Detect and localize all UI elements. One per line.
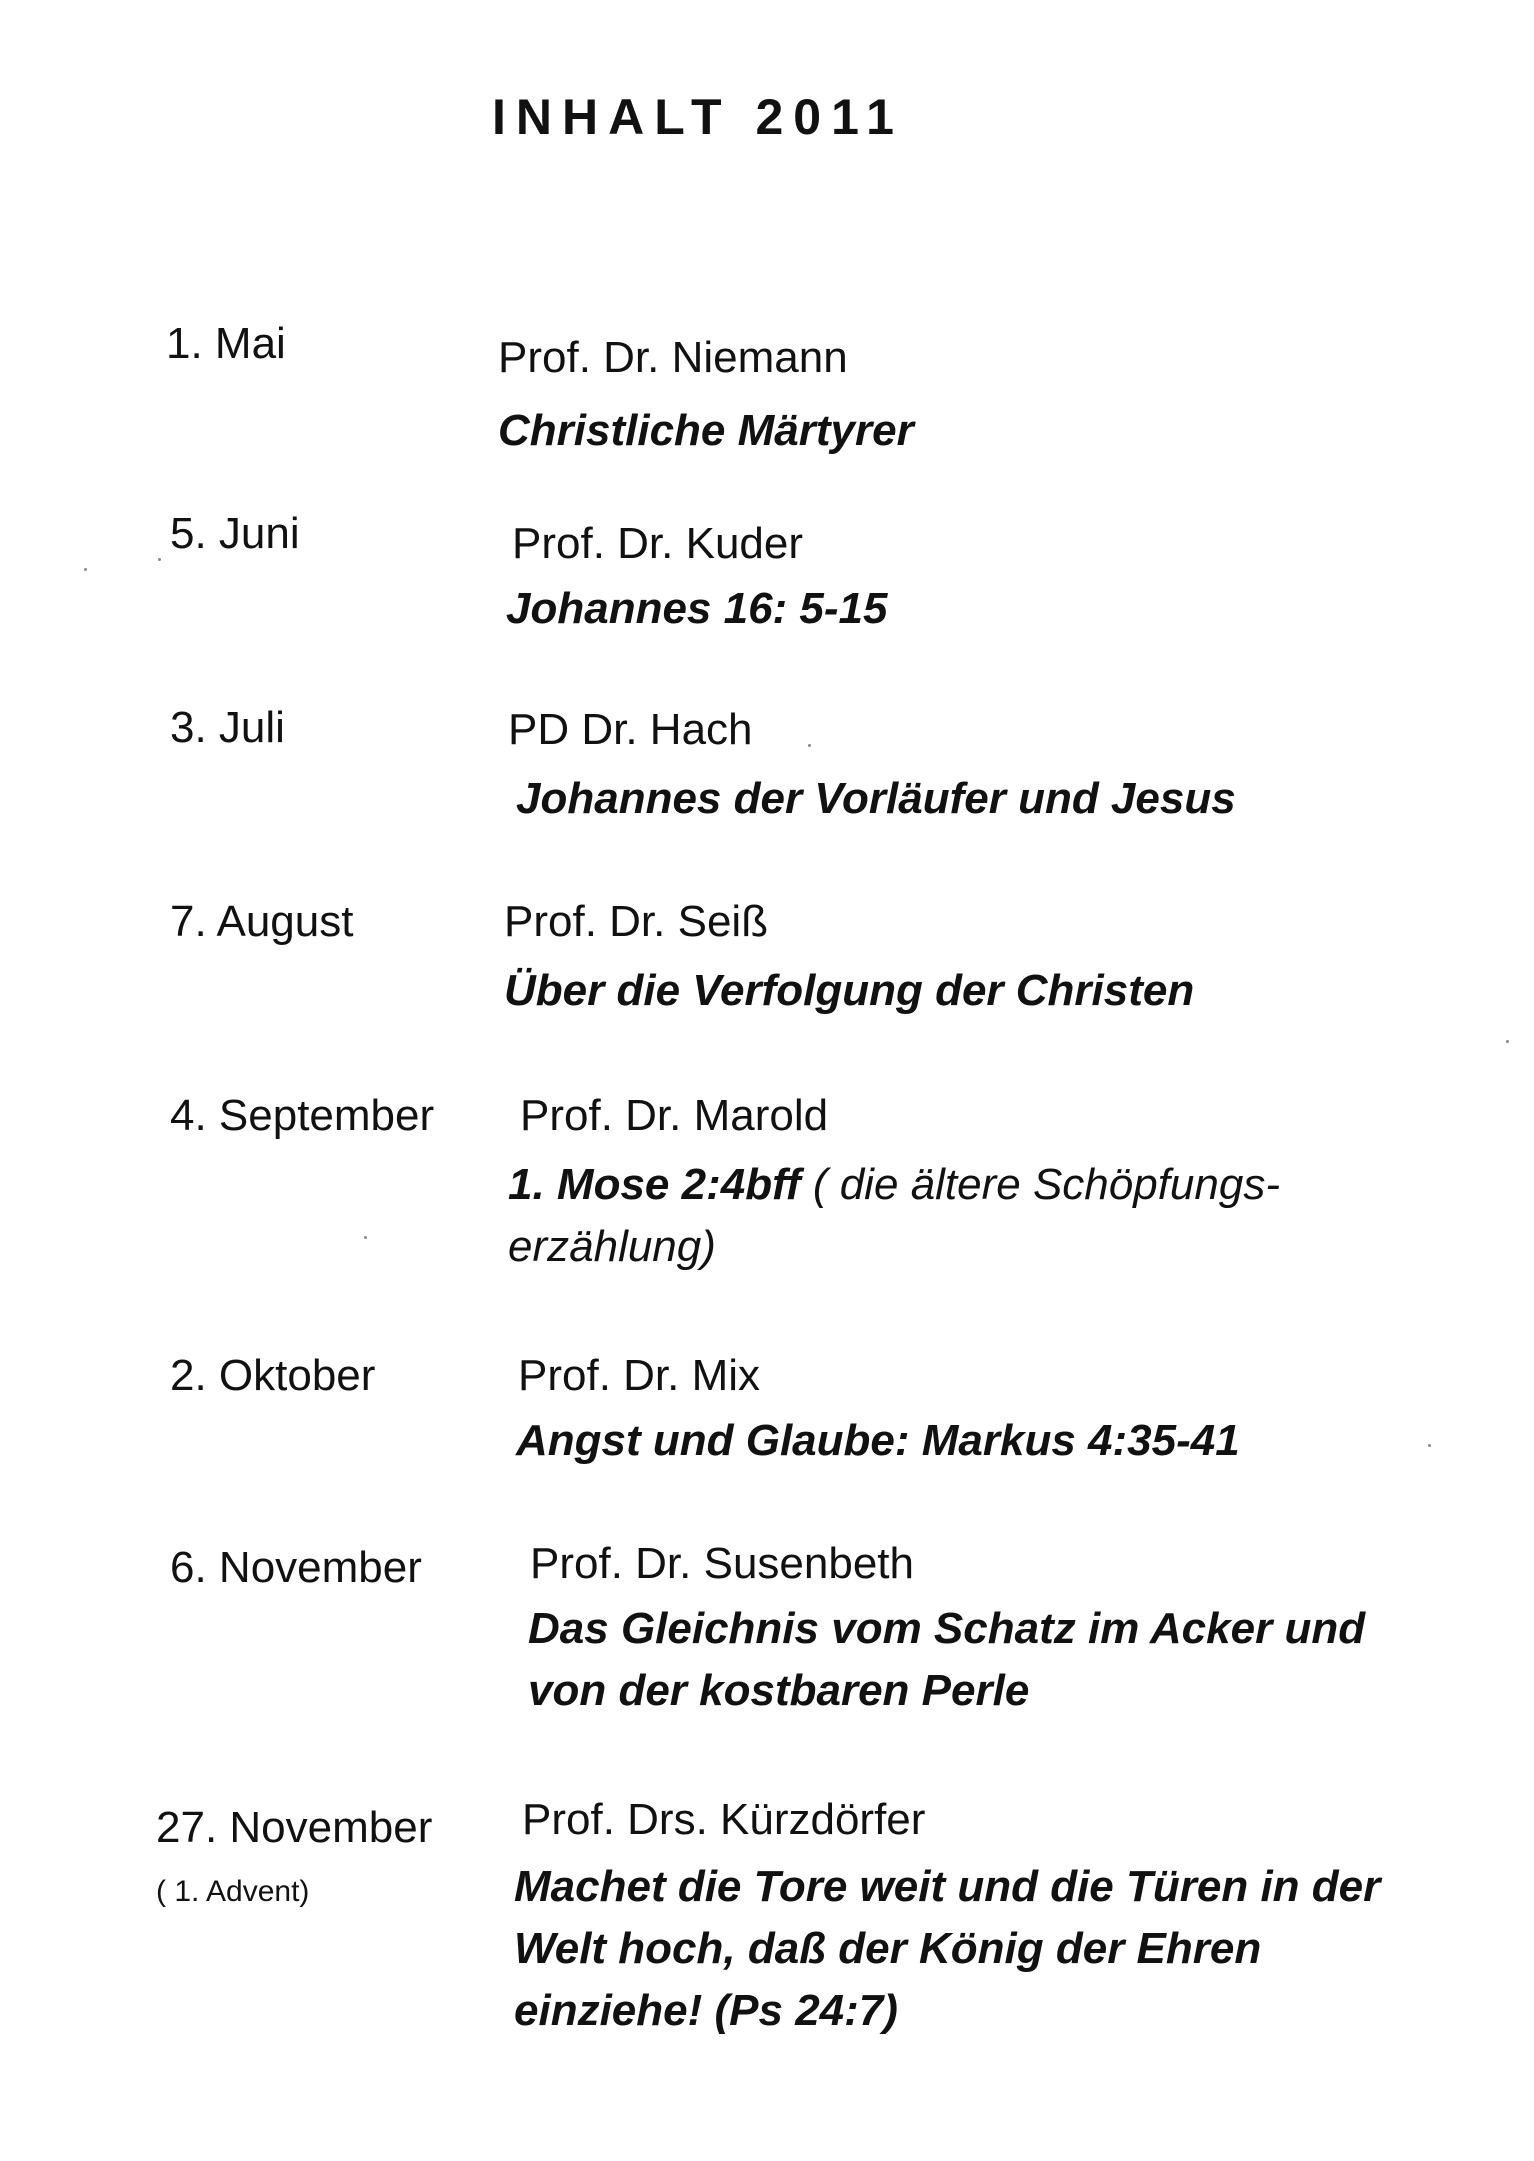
entry-speaker: Prof. Dr. Seiß [504,897,769,946]
entry-date: 6. November [170,1543,422,1592]
document-title: INHALT 2011 [492,89,904,145]
entry-topic-segment: Machet die Tore weit und die Türen in der [514,1862,1381,1911]
entry-topic [508,1154,1280,1278]
entry-topic-segment: Christliche Märtyrer [498,406,914,455]
entry-topic [498,400,914,462]
entry-topic-segment: ( die ältere Schöpfungs- [800,1160,1280,1209]
entry-speaker: Prof. Dr. Marold [520,1091,829,1140]
entry-date: 3. Juli [170,703,285,752]
entry-topic-line [508,1154,1280,1216]
entry-topic-segment: von der kostbaren Perle [528,1666,1030,1715]
entry-topic-segment: 1. Mose 2:4bff [508,1160,801,1209]
entry-topic-line [498,400,914,462]
scan-speck [84,568,87,571]
entry-topic-segment: erzählung) [508,1222,716,1271]
entry-topic [514,1856,1380,2042]
entry-note: ( 1. Advent) [156,1875,310,1908]
entry-topic-line [508,1216,1280,1278]
entry-topic-segment: einziehe! (Ps 24:7) [514,1986,898,2035]
entry-speaker: PD Dr. Hach [508,705,753,754]
entry-topic-line [516,768,1236,830]
entry-speaker: Prof. Dr. Kuder [512,519,804,568]
entry-topic [506,578,888,640]
entry-speaker: Prof. Dr. Susenbeth [530,1539,914,1588]
entry-topic-line [514,1856,1380,1918]
entry-topic-segment: Das Gleichnis vom Schatz im Acker und [528,1604,1366,1653]
entry-topic-segment: Über die Verfolgung der Christen [504,966,1195,1015]
entry-speaker: Prof. Dr. Niemann [498,333,848,382]
scan-speck [158,558,161,561]
entry-topic-segment: Welt hoch, daß der König der Ehren [514,1924,1262,1973]
entry-topic-segment: Johannes 16: 5-15 [506,584,888,633]
entry-speaker: Prof. Drs. Kürzdörfer [522,1795,926,1844]
scan-speck [364,1236,367,1239]
scan-speck [1506,1040,1509,1043]
entry-date: 27. November [156,1803,433,1852]
entry-topic-line [514,1918,1380,1980]
scan-speck [808,744,811,747]
entry-date: 2. Oktober [170,1351,376,1400]
entry-topic-line [514,1980,1380,2042]
scan-speck [1428,1444,1431,1447]
entry-date: 7. August [170,897,354,946]
entry-date: 1. Mai [166,319,286,368]
entry-topic [504,960,1194,1022]
entry-date: 5. Juni [170,509,300,558]
entry-topic-line [504,960,1194,1022]
entry-speaker: Prof. Dr. Mix [518,1351,761,1400]
entry-topic-line [528,1598,1365,1660]
entry-topic-segment: Johannes der Vorläufer und Jesus [516,774,1236,823]
entry-topic [516,768,1236,830]
entry-topic [528,1598,1365,1722]
entry-topic-line [506,578,888,640]
entry-date: 4. September [170,1091,435,1140]
entry-topic-line [528,1660,1365,1722]
entry-topic [516,1410,1240,1472]
entry-topic-segment: Angst und Glaube: Markus 4:35-41 [516,1416,1240,1465]
entry-topic-line [516,1410,1240,1472]
